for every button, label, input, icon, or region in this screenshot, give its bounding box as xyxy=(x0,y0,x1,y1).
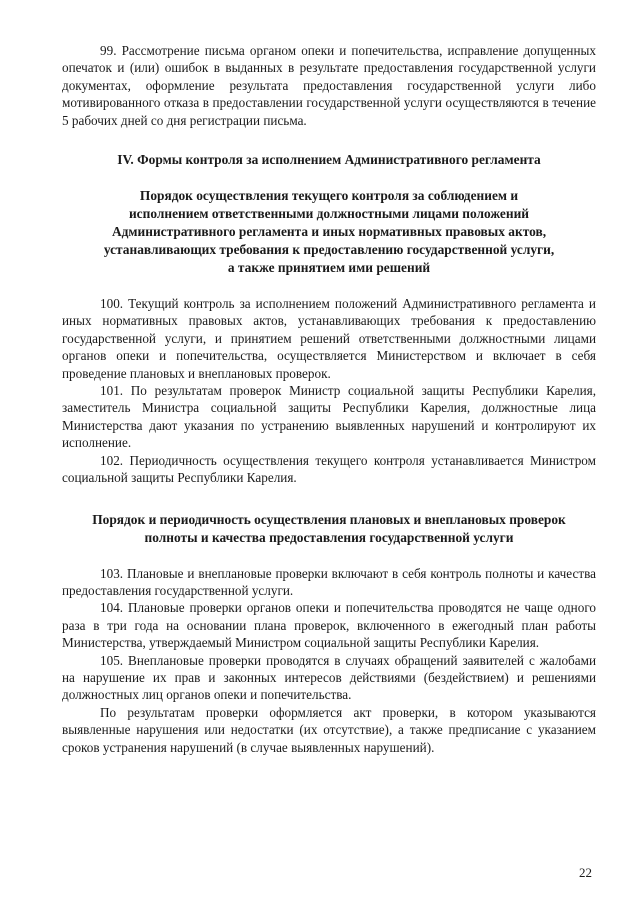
paragraph-101: 101. По результатам проверок Министр социальной защиты Республики Карелия, заместитель Министра социальной защиты Республики Карелия, должностные лица Министерства дают указания по устранению выявленных нарушений и контролируют их исполнение. xyxy=(62,383,596,451)
subsection-title-current-control: Порядок осуществления текущего контроля за соблюдением и исполнением ответственными должностными лицами положений Административного регламента и иных нормативных правовых актов, устанавливающих требования к предоставлению государственной услуги, а также принятием ими решений xyxy=(103,188,555,276)
paragraph-104: 104. Плановые проверки органов опеки и попечительства проводятся не чаще одного раза в три года на основании плана проверок, включенного в ежегодный план работы Министерства, утверждаемый Министром социальной защиты Республики Карелия. xyxy=(62,600,596,651)
paragraph-100: 100. Текущий контроль за исполнением положений Административного регламента и иных нормативных правовых актов, устанавливающих требования к предоставлению государственной услуги, и принятием решений ответственными должностными лицами органов опеки и попечительства, осуществляется Министерством и включает в себя проведение плановых и внеплановых проверок. xyxy=(62,296,596,381)
paragraph-inspection-result: По результатам проверки оформляется акт проверки, в котором указываются выявленные нарушения или недостатки (их отсутствие), а также предписание с указанием сроков устранения нарушений (в случае выявленных нарушений). xyxy=(62,704,596,755)
subsection-title-inspections: Порядок и периодичность осуществления плановых и внеплановых проверок полноты и качества предоставления государственной услуги xyxy=(92,511,566,545)
paragraph-99: 99. Рассмотрение письма органом опеки и попечительства, исправление допущенных опечаток и (или) ошибок в выданных в результате предоставления государственной услуги документах, оформление результата предоставления государственной услуги либо мотивированного отказа в предоставлении государственной услуги осуществляются в течение 5 рабочих дней со дня регистрации письма. xyxy=(62,43,596,128)
section-title: IV. Формы контроля за исполнением Административного регламента xyxy=(117,152,541,168)
paragraph-103: 103. Плановые и внеплановые проверки включают в себя контроль полноты и качества предоставления государственной услуги. xyxy=(62,565,596,598)
page-number: 22 xyxy=(579,865,592,880)
paragraph-102: 102. Периодичность осуществления текущего контроля устанавливается Министром социальной защиты Республики Карелия. xyxy=(62,452,596,486)
paragraph-105: 105. Внеплановые проверки проводятся в случаях обращений заявителей с жалобами на нарушение их прав и законных интересов действиями (бездействием) и решениями должностных лиц органов опеки и попечительства. xyxy=(62,652,596,703)
